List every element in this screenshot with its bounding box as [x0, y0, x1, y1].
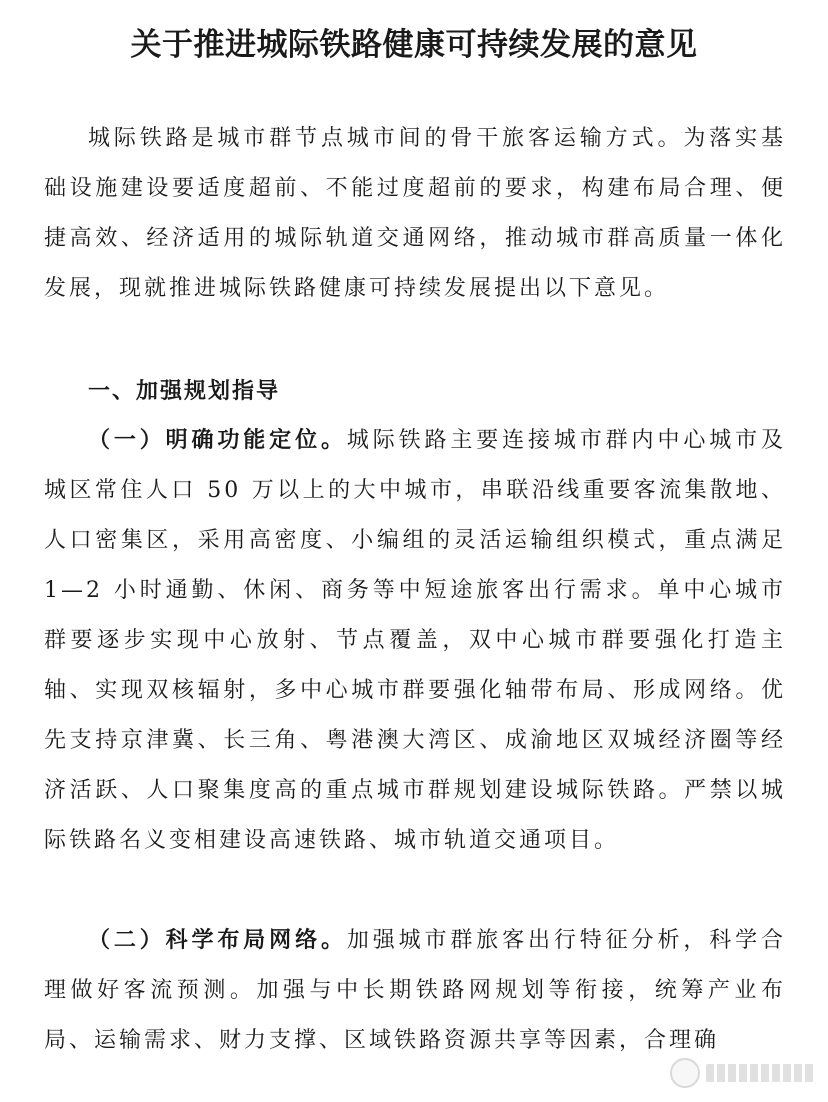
- item-1-lead: （一）明确功能定位。: [88, 427, 347, 453]
- section-heading: 一、加强规划指导: [88, 379, 281, 404]
- paragraph-item-1: [44, 415, 786, 866]
- document-title: 关于推进城际铁路健康可持续发展的意见: [130, 27, 698, 63]
- watermark-mark-icon: [706, 1064, 816, 1082]
- paragraph-item-2: [44, 915, 786, 1066]
- item-2-lead: （二）科学布局网络。: [88, 927, 347, 953]
- item-1-text: 城际铁路主要连接城市群内中心城市及城区常住人口 50 万以上的大中城市，串联沿线重要客流集散地、人口密集区，采用高密度、小编组的灵活运输组织模式，重点满足 1—2 小时通勤、休闲、商务等中短途旅客出行需求。单中心城市群要逐步实现中心放射、节点覆盖，双中心城市群要强化打造主轴、实现双核辐射，多中心城市群要强化轴带布局、形成网络。优先支持京津冀、长三角、粤港澳大湾区、成渝地区双城经济圈等经济活跃、人口聚集度高的重点城市群规划建设城际铁路。严禁以城际铁路名义变相建设高速铁路、城市轨道交通项目。: [44, 428, 786, 853]
- watermark-logo-icon: [670, 1058, 700, 1088]
- intro-paragraph: 城际铁路是城市群节点城市间的骨干旅客运输方式。为落实基础设施建设要适度超前、不能过度超前的要求，构建布局合理、便捷高效、经济适用的城际轨道交通网络，推动城市群高质量一体化发展，现就推进城际铁路健康可持续发展提出以下意见。: [44, 126, 786, 301]
- watermark-icon: [670, 1058, 816, 1088]
- item-2-text: 加强城市群旅客出行特征分析，科学合理做好客流预测。加强与中长期铁路网规划等衔接，统筹产业布局、运输需求、财力支撑、区域铁路资源共享等因素，合理确: [44, 928, 786, 1053]
